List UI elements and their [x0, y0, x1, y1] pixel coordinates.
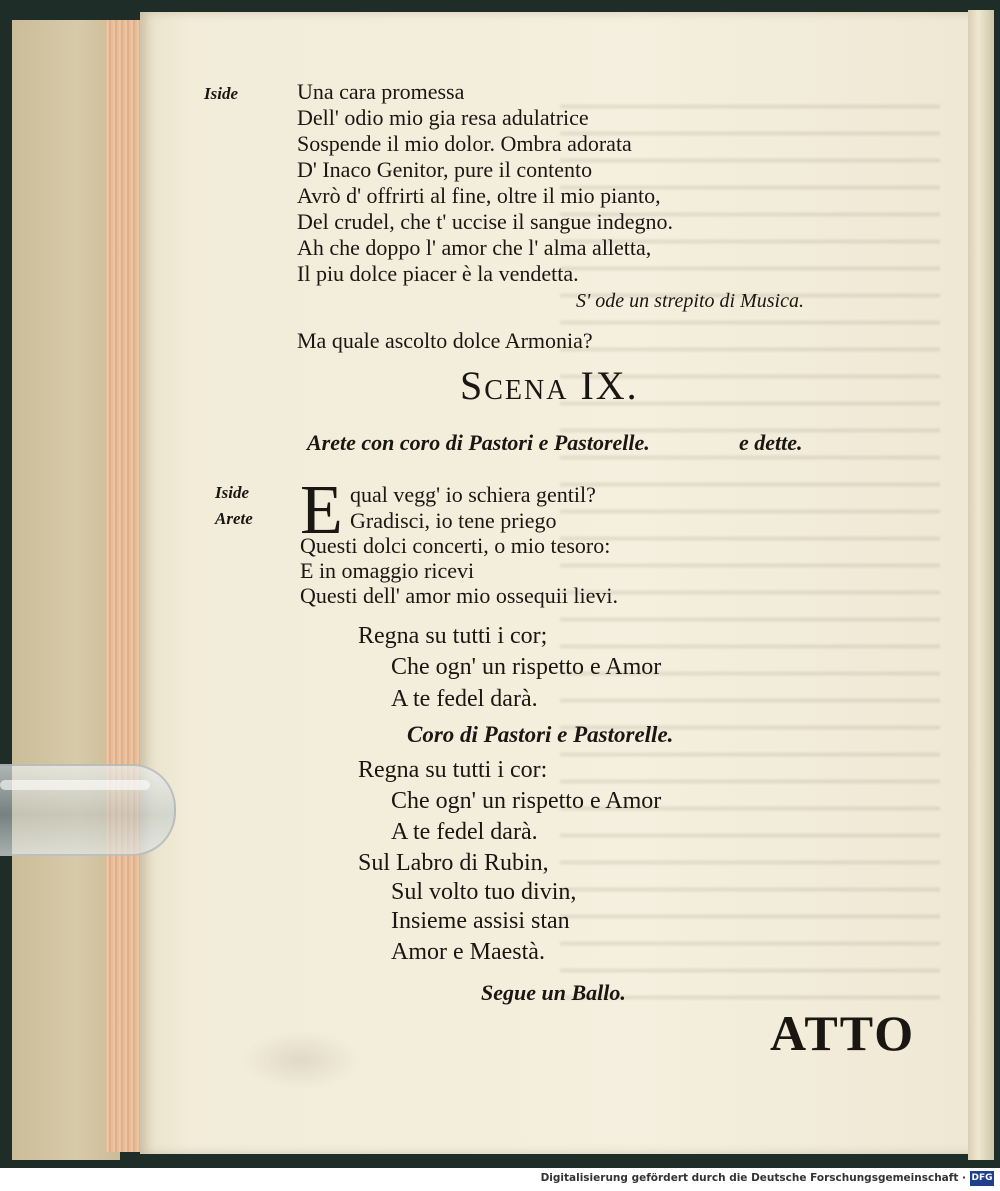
aria-line: A te fedel darà.	[391, 686, 538, 712]
drop-initial: E	[300, 472, 343, 549]
verse-line: Ma quale ascolto dolce Armonia?	[297, 328, 593, 353]
aria-line: Sul Labro di Rubin,	[358, 850, 549, 876]
verse-line: Gradisci, io tene priego	[350, 508, 557, 533]
aria-line: Che ogn' un rispetto e Amor	[391, 788, 662, 814]
verse-line: Questi dell' amor mio ossequii lievi.	[300, 583, 619, 608]
aria-line: Amor e Maestà.	[391, 939, 545, 965]
aria-line: Insieme assisi stan	[391, 908, 570, 934]
verse-line: Questi dolci concerti, o mio tesoro:	[300, 533, 611, 558]
aria-line: Regna su tutti i cor;	[358, 623, 548, 649]
book-clip-highlight	[0, 780, 150, 790]
page-right-edge	[968, 10, 994, 1160]
verse-line: Una cara promessa	[297, 79, 465, 104]
aria-line: Regna su tutti i cor:	[358, 757, 548, 783]
dfg-logo: DFG	[970, 1171, 994, 1186]
verse-line: Del crudel, che t' uccise il sangue indegno.	[297, 209, 673, 234]
chorus-label: Coro di Pastori e Pastorelle.	[407, 722, 674, 747]
stage-direction: S' ode un strepito di Musica.	[576, 290, 804, 312]
verse-line: qual vegg' io schiera gentil?	[350, 482, 596, 507]
scene-title: Scena IX.	[460, 363, 639, 408]
catchword: ATTO	[770, 1005, 916, 1061]
verse-line: Avrò d' offrirti al fine, oltre il mio pianto,	[297, 183, 661, 208]
scene-subtitle-tail: e dette.	[739, 430, 803, 455]
book-clip	[0, 764, 176, 856]
scene-subtitle: Arete con coro di Pastori e Pastorelle.	[307, 430, 650, 455]
bleed-through-stamp	[240, 1030, 360, 1090]
verse-line: D' Inaco Genitor, pure il contento	[297, 157, 593, 182]
verse-line: Sospende il mio dolor. Ombra adorata	[297, 131, 632, 156]
footer-bar	[0, 1168, 1000, 1191]
speaker-label: Iside	[215, 483, 249, 502]
verse-line: Ah che doppo l' amor che l' alma alletta,	[297, 235, 652, 260]
aria-line: A te fedel darà.	[391, 819, 538, 845]
aria-line: Sul volto tuo divin,	[391, 879, 577, 905]
book-cover-board	[12, 20, 120, 1160]
speaker-label: Arete	[215, 509, 253, 528]
stage-direction: Segue un Ballo.	[481, 980, 626, 1005]
page-edges	[106, 20, 144, 1152]
verse-line: Il piu dolce piacer è la vendetta.	[297, 261, 579, 286]
speaker-label: Iside	[204, 84, 238, 103]
aria-line: Che ogn' un rispetto e Amor	[391, 654, 662, 680]
funding-credit: Digitalisierung gefördert durch die Deutsche Forschungsgemeinschaft ·	[540, 1172, 966, 1184]
verse-line: Dell' odio mio gia resa adulatrice	[297, 105, 589, 130]
verse-line: E in omaggio ricevi	[300, 558, 475, 583]
